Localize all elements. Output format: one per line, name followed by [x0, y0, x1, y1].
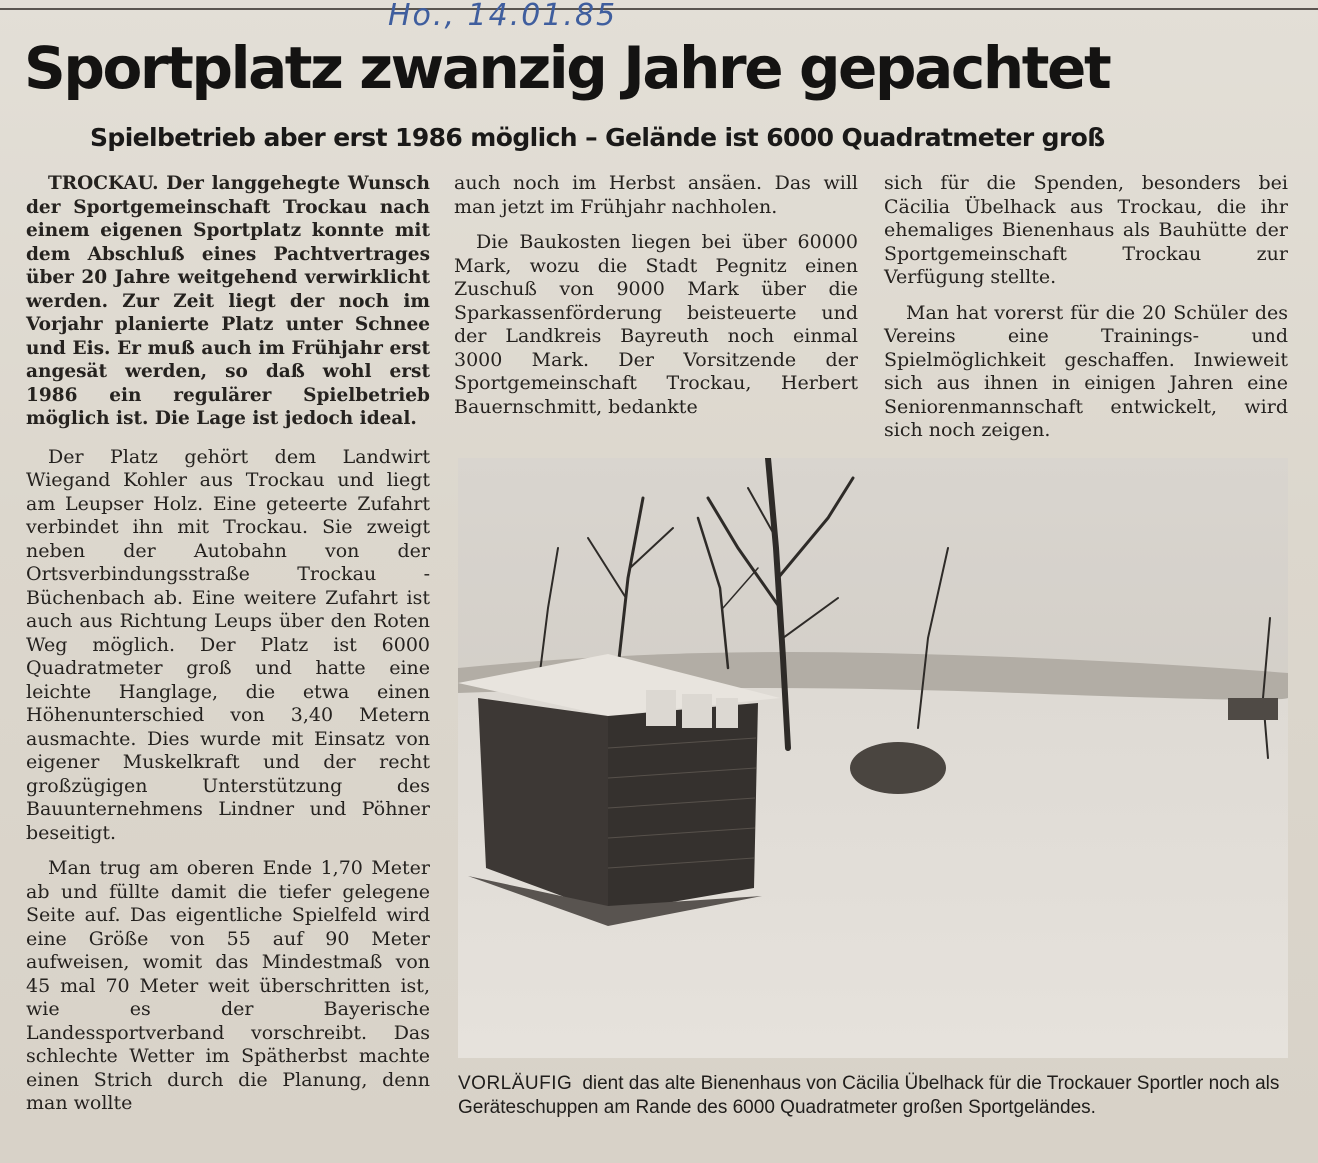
subheadline: Spielbetrieb aber erst 1986 möglich – Gelände ist 6000 Quadratmeter groß: [90, 123, 1105, 152]
body-paragraph: Der Platz gehört dem Landwirt Wiegand Kohler aus Trockau und liegt am Leupser Holz. Eine geteerte Zufahrt verbindet ihn mit Trockau. Sie zweigt neben der Autobahn von der Ortsverbindungsstraße Trockau -Büchenbach ab. Eine weitere Zufahrt ist auch aus Richtung Leups über den Roten Weg möglich. Der Platz ist 6000 Quadratmeter groß und hatte eine leichte Hanglage, die etwa einen Höhenunterschied von 3,40 Metern ausmachte. Dies wurde mit Einsatz von eigener Muskelkraft und der recht großzügigen Unterstützung des Bauunternehmens Lindner und Pöhner beseitigt.: [26, 445, 430, 844]
body-paragraph: Die Baukosten liegen bei über 60000 Mark, wozu die Stadt Pegnitz einen Zuschuß von 9000 Mark über die Sparkassenförderung beisteuerte und der Landkreis Bayreuth noch einmal 3000 Mark. Der Vorsitzende der Sportgemeinschaft Trockau, Herbert Bauernschmitt, bedankte: [454, 231, 858, 418]
body-paragraph: Man trug am oberen Ende 1,70 Meter ab und füllte damit die tiefer gelegene Seite auf. Das eigentliche Spielfeld wird eine Größe von 55 auf 90 Meter aufweisen, womit das Mindestmaß von 45 mal 70 Meter weit überschritten ist, wie es der Bayerische Landessportverband vorschreibt. Das schlechte Wetter im Spätherbst machte einen Strich durch die Planung, denn man wollte: [26, 857, 430, 1114]
caption-lead-word: VORLÄUFIG: [458, 1073, 573, 1094]
photo-caption: [458, 1072, 1288, 1120]
article-column-2: [454, 172, 858, 419]
body-paragraph: sich für die Spenden, besonders bei Cäcilia Übelhack aus Trockau, die ihr ehemaliges Bienenhaus als Bauhütte der Sportgemeinschaft Trockau zur Verfügung stellte.: [884, 172, 1288, 288]
body-paragraph: Man hat vorerst für die 20 Schüler des Vereins eine Trainings- und Spielmöglichkeit geschaffen. Inwieweit sich aus ihnen in einigen Jahren eine Seniorenmannschaft entwickelt, wird sich noch zeigen.: [884, 301, 1288, 441]
body-paragraph: auch noch im Herbst ansäen. Das will man jetzt im Frühjahr nachholen.: [454, 172, 858, 218]
news-photo-snowy-beehouse: [458, 458, 1288, 1058]
dateline: TROCKAU.: [48, 173, 159, 194]
lead-text: Der langgehegte Wunsch der Sportgemeinschaft Trockau nach einem eigenen Sportplatz konnte mit dem Abschluß eines Pachtvertrages über 20 Jahre weitgehend verwirklicht werden. Zur Zeit liegt der noch im Vorjahr planierte Platz unter Schnee und Eis. Er muß auch im Frühjahr erst angesät werden, so daß wohl erst 1986 ein regulärer Spielbetrieb möglich ist. Die Lage ist jedoch ideal.: [26, 173, 430, 429]
caption-text: dient das alte Bienenhaus von Cäcilia Übelhack für die Trockauer Sportler noch als Geräteschuppen am Rande des 6000 Quadratmeter großen Sportgeländes.: [458, 1073, 1280, 1118]
lead-paragraph: [26, 172, 430, 431]
photo-illustration: [458, 458, 1288, 1058]
article-column-1: [26, 172, 430, 1116]
article-column-3: [884, 172, 1288, 443]
handwritten-date-note: Ho., 14.01.85: [388, 0, 618, 33]
headline: Sportplatz zwanzig Jahre gepachtet: [24, 34, 1110, 102]
